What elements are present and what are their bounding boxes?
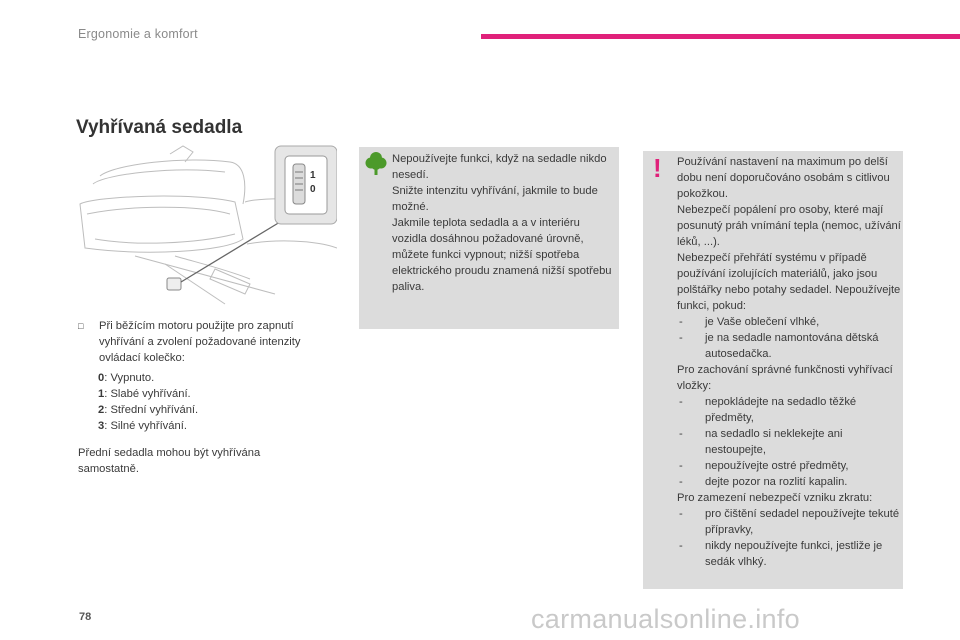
level-text: : Silné vyhřívání. — [104, 420, 187, 432]
level-key: 1 — [98, 388, 105, 400]
instructions-block — [78, 318, 328, 477]
level-text: : Slabé vyhřívání. — [104, 388, 191, 400]
exclamation-icon: ! — [653, 153, 662, 183]
eco-tip-box — [359, 147, 619, 329]
level-item — [98, 386, 328, 402]
heating-levels-list — [78, 370, 328, 434]
dial-label-0: 0 — [310, 184, 316, 195]
instruction-item — [78, 318, 328, 366]
list-item: - pro čištění sedadel nepoužívejte tekuté přípravky, — [679, 508, 900, 536]
list-item: - nepoužívejte ostré předměty, — [679, 460, 849, 472]
front-seats-note: Přední sedadla mohou být vyhřívána samostatně. — [78, 447, 261, 475]
zoomed-dial-panel — [275, 146, 337, 224]
square-bullet-icon: □ — [78, 321, 84, 331]
level-item — [98, 402, 328, 418]
seat-illustration-svg — [75, 144, 337, 306]
list-item: - je na sedadle namontována dětská autosedačka. — [679, 332, 879, 360]
warning-short: Pro zamezení nebezpečí vzniku zkratu: — [677, 492, 873, 504]
level-key: 0 — [98, 372, 105, 384]
seat-switch — [167, 278, 181, 290]
warning-text — [677, 154, 901, 570]
eco-line: Jakmile teplota sedadla a a v interiéru vozidla dosáhnou požadované úrovně, můžete funkci vypnout; nižší spotřeba elektrického proudu znamená nižší spotřebu paliva. — [392, 217, 612, 293]
dial-label-1: 1 — [310, 170, 316, 181]
instruction-text: Při běžícím motoru použijte pro zapnutí vyhřívání a zvolení požadované intenzity ovládací kolečko: — [99, 320, 301, 364]
watermark: carmanualsonline.info — [531, 604, 800, 634]
section-header: Ergonomie a komfort — [78, 27, 198, 41]
page-title: Vyhřívaná sedadla — [76, 117, 243, 138]
list-item: - nikdy nepoužívejte funkci, jestliže je sedák vlhký. — [679, 540, 883, 568]
list-item: - na sedadlo si neklekejte ani nestoupejte, — [679, 428, 843, 456]
list-item: - je Vaše oblečení vlhké, — [679, 316, 820, 328]
warning-care: Pro zachování správné funkčnosti vyhřívací vložky: — [677, 364, 893, 392]
warning-overheat: Nebezpečí přehřátí systému v případě používání izolujících materiálů, jako jsou polštářky nebo potahy sedadel. Nepoužívejte funkci, pokud: — [677, 252, 901, 312]
warning-burn: Nebezpečí popálení pro osoby, které mají posunutý práh vnímání tepla (nemoc, užívání léků, ...). — [677, 204, 901, 248]
level-text: : Vypnuto. — [104, 372, 155, 384]
level-key: 3 — [98, 420, 105, 432]
pointer-line — [181, 222, 280, 282]
level-key: 2 — [98, 404, 105, 416]
level-item — [98, 418, 328, 434]
eco-line: Nepoužívejte funkci, když na sedadle nikdo nesedí. — [392, 153, 607, 181]
warning-intro: Používání nastavení na maximum po delší dobu není doporučováno osobám s citlivou pokožkou. — [677, 156, 890, 200]
level-item — [98, 370, 328, 386]
page-number: 78 — [79, 611, 92, 623]
header-accent-bar — [481, 34, 960, 39]
eco-line: Snižte intenzitu vyhřívání, jakmile to bude možné. — [392, 185, 598, 213]
level-text: : Střední vyhřívání. — [104, 404, 199, 416]
eco-tip-text — [392, 151, 612, 295]
warning-box — [643, 151, 903, 589]
list-item: - nepokládejte na sedadlo těžké předměty, — [679, 396, 857, 424]
seat-heating-illustration — [75, 144, 337, 306]
list-item: - dejte pozor na rozlití kapalin. — [679, 476, 848, 488]
eco-tree-icon — [365, 150, 387, 176]
